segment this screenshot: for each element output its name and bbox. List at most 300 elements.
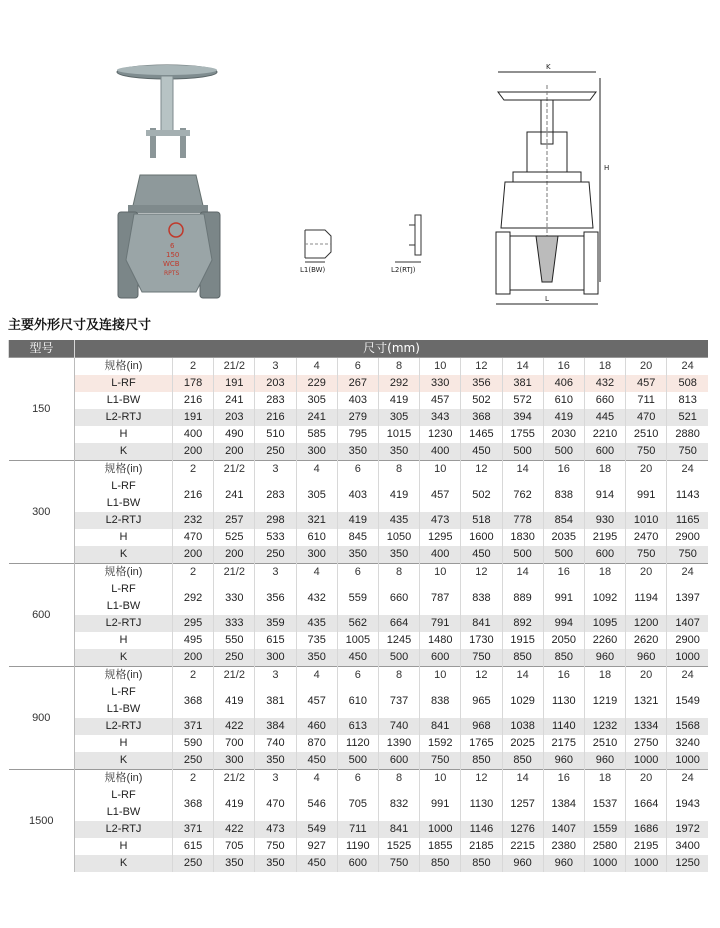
table-cell: 615: [255, 632, 296, 649]
table-cell: 750: [626, 546, 667, 564]
table-cell: 394: [502, 409, 543, 426]
table-cell: 14: [502, 358, 543, 376]
class-cell: 600: [9, 564, 75, 667]
table-cell: 450: [296, 855, 337, 872]
table-cell: 298: [255, 512, 296, 529]
table-cell: 1038: [502, 718, 543, 735]
table-cell: 778: [502, 512, 543, 529]
table-cell: 24: [667, 770, 708, 788]
table-cell: 1165: [667, 512, 708, 529]
table-cell: 12: [461, 461, 502, 479]
table-cell: 457: [420, 478, 461, 512]
table-row: [9, 787, 709, 804]
table-cell: 419: [378, 478, 419, 512]
table-cell: 350: [296, 649, 337, 667]
row-label: 规格(in): [75, 770, 173, 788]
table-cell: 2210: [584, 426, 625, 443]
table-cell: 435: [378, 512, 419, 529]
table-cell: 660: [584, 392, 625, 409]
table-cell: 191: [214, 375, 255, 392]
table-cell: 295: [173, 615, 214, 632]
table-body: [9, 358, 709, 873]
table-cell: 250: [255, 546, 296, 564]
table-row: [9, 821, 709, 838]
table-cell: 1257: [502, 787, 543, 821]
table-cell: 559: [337, 581, 378, 615]
table-cell: 330: [214, 581, 255, 615]
table-cell: 1592: [420, 735, 461, 752]
table-cell: 422: [214, 821, 255, 838]
row-label: H: [75, 735, 173, 752]
table-cell: 2: [173, 461, 214, 479]
table-cell: 1015: [378, 426, 419, 443]
table-cell: 2185: [461, 838, 502, 855]
table-cell: 1029: [502, 684, 543, 718]
table-cell: 2580: [584, 838, 625, 855]
table-cell: 18: [584, 564, 625, 582]
header-dimensions: 尺寸(mm): [75, 340, 709, 358]
table-row: [9, 461, 709, 479]
table-cell: 24: [667, 358, 708, 376]
table-cell: 12: [461, 770, 502, 788]
table-cell: 850: [502, 752, 543, 770]
table-row: [9, 564, 709, 582]
table-cell: 283: [255, 392, 296, 409]
table-cell: 960: [543, 752, 584, 770]
table-cell: 200: [173, 546, 214, 564]
table-cell: 381: [502, 375, 543, 392]
table-cell: 24: [667, 564, 708, 582]
table-cell: 18: [584, 667, 625, 685]
table-cell: 500: [378, 649, 419, 667]
table-cell: 8: [378, 358, 419, 376]
table-cell: 1390: [378, 735, 419, 752]
table-cell: 216: [255, 409, 296, 426]
marking-size: 6: [170, 242, 175, 250]
table-cell: 1000: [667, 649, 708, 667]
table-cell: 2025: [502, 735, 543, 752]
row-label: L2-RTJ: [75, 718, 173, 735]
table-cell: 960: [584, 649, 625, 667]
table-cell: 1230: [420, 426, 461, 443]
table-cell: 705: [214, 838, 255, 855]
table-cell: 422: [214, 718, 255, 735]
table-cell: 590: [173, 735, 214, 752]
table-cell: 991: [420, 787, 461, 821]
section-title: 主要外形尺寸及连接尺寸: [8, 318, 152, 333]
table-cell: 960: [543, 855, 584, 872]
table-cell: 20: [626, 667, 667, 685]
table-cell: 21/2: [214, 770, 255, 788]
table-cell: 14: [502, 564, 543, 582]
row-label: K: [75, 546, 173, 564]
table-row: [9, 615, 709, 632]
table-cell: 21/2: [214, 461, 255, 479]
table-cell: 600: [584, 546, 625, 564]
table-cell: 12: [461, 564, 502, 582]
table-cell: 1000: [626, 855, 667, 872]
table-cell: 457: [420, 392, 461, 409]
table-cell: 813: [667, 392, 708, 409]
table-cell: 850: [461, 752, 502, 770]
table-cell: 750: [626, 443, 667, 461]
table-cell: 994: [543, 615, 584, 632]
table-cell: 1190: [337, 838, 378, 855]
table-cell: 257: [214, 512, 255, 529]
table-cell: 1855: [420, 838, 461, 855]
valve-photo: [117, 65, 220, 298]
row-label: K: [75, 752, 173, 770]
table-cell: 914: [584, 478, 625, 512]
table-cell: 965: [461, 684, 502, 718]
table-cell: 6: [337, 461, 378, 479]
table-cell: 854: [543, 512, 584, 529]
table-row: [9, 667, 709, 685]
table-cell: 930: [584, 512, 625, 529]
table-cell: 2: [173, 770, 214, 788]
table-header-row: [9, 340, 709, 358]
table-row: [9, 392, 709, 409]
table-cell: 1559: [584, 821, 625, 838]
table-cell: 250: [255, 443, 296, 461]
table-cell: 321: [296, 512, 337, 529]
table-cell: 1092: [584, 581, 625, 615]
table-cell: 368: [173, 787, 214, 821]
table-cell: 350: [255, 752, 296, 770]
table-cell: 2215: [502, 838, 543, 855]
table-cell: 200: [214, 546, 255, 564]
table-cell: 419: [543, 409, 584, 426]
table-cell: 4: [296, 564, 337, 582]
table-cell: 960: [626, 649, 667, 667]
row-label: H: [75, 632, 173, 649]
table-row: [9, 358, 709, 376]
table-cell: 8: [378, 461, 419, 479]
table-cell: 838: [543, 478, 584, 512]
valve-drawings: [0, 0, 720, 312]
table-cell: 432: [584, 375, 625, 392]
table-cell: 889: [502, 581, 543, 615]
table-cell: 1568: [667, 718, 708, 735]
table-cell: 457: [626, 375, 667, 392]
table-cell: 1140: [543, 718, 584, 735]
row-label: H: [75, 838, 173, 855]
table-cell: 2: [173, 358, 214, 376]
table-cell: 572: [502, 392, 543, 409]
row-label: 规格(in): [75, 461, 173, 479]
table-cell: 21/2: [214, 564, 255, 582]
table-cell: 2: [173, 667, 214, 685]
table-cell: 960: [584, 752, 625, 770]
row-label: 规格(in): [75, 564, 173, 582]
table-cell: 700: [214, 735, 255, 752]
table-cell: 3240: [667, 735, 708, 752]
table-cell: 841: [461, 615, 502, 632]
table-row: [9, 512, 709, 529]
table-cell: 457: [296, 684, 337, 718]
dimension-table: [8, 340, 708, 872]
table-cell: 356: [461, 375, 502, 392]
table-cell: 1664: [626, 787, 667, 821]
row-label: H: [75, 529, 173, 546]
table-cell: 2030: [543, 426, 584, 443]
table-cell: 203: [255, 375, 296, 392]
table-cell: 250: [173, 855, 214, 872]
table-cell: 20: [626, 564, 667, 582]
table-cell: 2380: [543, 838, 584, 855]
table-cell: 359: [255, 615, 296, 632]
table-cell: 750: [667, 546, 708, 564]
rtj-end-sketch: [391, 215, 421, 274]
rtj-label: L2(RTJ): [391, 266, 416, 274]
class-cell: 150: [9, 358, 75, 461]
table-cell: 1943: [667, 787, 708, 821]
table-cell: 1537: [584, 787, 625, 821]
table-cell: 1010: [626, 512, 667, 529]
table-cell: 350: [255, 855, 296, 872]
table-cell: 16: [543, 461, 584, 479]
table-cell: 200: [173, 443, 214, 461]
table-cell: 14: [502, 461, 543, 479]
table-cell: 10: [420, 461, 461, 479]
table-cell: 549: [296, 821, 337, 838]
table-cell: 241: [214, 478, 255, 512]
table-cell: 1686: [626, 821, 667, 838]
row-label: 规格(in): [75, 358, 173, 376]
table-cell: 2050: [543, 632, 584, 649]
table-cell: 495: [173, 632, 214, 649]
table-cell: 3400: [667, 838, 708, 855]
table-row: [9, 838, 709, 855]
header-class: 型号: [9, 340, 75, 358]
table-cell: 10: [420, 358, 461, 376]
table-cell: 241: [214, 392, 255, 409]
table-cell: 200: [173, 649, 214, 667]
table-cell: 850: [420, 855, 461, 872]
table-cell: 1245: [378, 632, 419, 649]
row-label: L2-RTJ: [75, 615, 173, 632]
table-cell: 18: [584, 461, 625, 479]
table-row: [9, 478, 709, 495]
table-cell: 216: [173, 478, 214, 512]
table-cell: 350: [337, 443, 378, 461]
table-cell: 350: [378, 546, 419, 564]
table-cell: 16: [543, 770, 584, 788]
marking-material: WCB: [163, 260, 180, 268]
table-cell: 300: [214, 752, 255, 770]
class-cell: 900: [9, 667, 75, 770]
bw-label: L1(BW): [300, 266, 326, 274]
table-cell: 14: [502, 770, 543, 788]
table-cell: 403: [337, 392, 378, 409]
table-cell: 533: [255, 529, 296, 546]
table-cell: 419: [214, 684, 255, 718]
bw-end-sketch: [300, 230, 331, 274]
table-cell: 350: [378, 443, 419, 461]
table-cell: 305: [378, 409, 419, 426]
table-cell: 664: [378, 615, 419, 632]
table-cell: 24: [667, 461, 708, 479]
table-cell: 1397: [667, 581, 708, 615]
table-cell: 2900: [667, 632, 708, 649]
table-cell: 241: [296, 409, 337, 426]
table-cell: 510: [255, 426, 296, 443]
table-cell: 470: [173, 529, 214, 546]
table-cell: 6: [337, 358, 378, 376]
table-cell: 350: [214, 855, 255, 872]
table-cell: 2035: [543, 529, 584, 546]
dim-h: H: [604, 164, 610, 172]
table-cell: 400: [420, 546, 461, 564]
table-cell: 1143: [667, 478, 708, 512]
section-drawing: [496, 63, 609, 304]
table-cell: 191: [173, 409, 214, 426]
table-cell: 1050: [378, 529, 419, 546]
table-cell: 333: [214, 615, 255, 632]
table-cell: 841: [378, 821, 419, 838]
table-cell: 450: [296, 752, 337, 770]
table-cell: 850: [543, 649, 584, 667]
table-cell: 600: [378, 752, 419, 770]
table-cell: 1730: [461, 632, 502, 649]
table-cell: 521: [667, 409, 708, 426]
table-row: [9, 718, 709, 735]
table-cell: 832: [378, 787, 419, 821]
table-cell: 740: [378, 718, 419, 735]
table-cell: 10: [420, 667, 461, 685]
table-cell: 610: [337, 684, 378, 718]
table-cell: 16: [543, 667, 584, 685]
table-cell: 2175: [543, 735, 584, 752]
table-cell: 500: [502, 546, 543, 564]
table-cell: 419: [337, 512, 378, 529]
row-label: L-RF: [75, 684, 173, 701]
table-cell: 1095: [584, 615, 625, 632]
table-cell: 927: [296, 838, 337, 855]
table-cell: 991: [543, 581, 584, 615]
table-cell: 400: [420, 443, 461, 461]
table-cell: 10: [420, 564, 461, 582]
table-cell: 1321: [626, 684, 667, 718]
table-cell: 20: [626, 770, 667, 788]
table-cell: 292: [378, 375, 419, 392]
table-cell: 711: [626, 392, 667, 409]
table-cell: 1194: [626, 581, 667, 615]
table-cell: 1549: [667, 684, 708, 718]
table-cell: 292: [173, 581, 214, 615]
table-cell: 450: [461, 443, 502, 461]
table-cell: 10: [420, 770, 461, 788]
table-cell: 1765: [461, 735, 502, 752]
table-cell: 968: [461, 718, 502, 735]
table-cell: 384: [255, 718, 296, 735]
table-cell: 2195: [626, 838, 667, 855]
table-cell: 250: [214, 649, 255, 667]
row-label: L2-RTJ: [75, 821, 173, 838]
table-cell: 445: [584, 409, 625, 426]
table-cell: 6: [337, 564, 378, 582]
table-cell: 2620: [626, 632, 667, 649]
table-row: [9, 770, 709, 788]
table-cell: 600: [337, 855, 378, 872]
table-cell: 267: [337, 375, 378, 392]
row-label: L1-BW: [75, 598, 173, 615]
table-cell: 381: [255, 684, 296, 718]
table-cell: 2750: [626, 735, 667, 752]
table-cell: 368: [461, 409, 502, 426]
table-cell: 24: [667, 667, 708, 685]
table-cell: 500: [502, 443, 543, 461]
table-cell: 550: [214, 632, 255, 649]
table-cell: 1276: [502, 821, 543, 838]
table-cell: 356: [255, 581, 296, 615]
table-cell: 279: [337, 409, 378, 426]
table-cell: 4: [296, 461, 337, 479]
table-row: [9, 855, 709, 872]
table-cell: 615: [173, 838, 214, 855]
table-row: [9, 409, 709, 426]
table-cell: 2470: [626, 529, 667, 546]
table-cell: 3: [255, 564, 296, 582]
dim-k: K: [546, 63, 551, 71]
row-label: K: [75, 649, 173, 667]
table-cell: 1130: [543, 684, 584, 718]
table-cell: 368: [173, 684, 214, 718]
table-cell: 1000: [584, 855, 625, 872]
table-cell: 371: [173, 718, 214, 735]
table-cell: 20: [626, 461, 667, 479]
table-cell: 1525: [378, 838, 419, 855]
table-cell: 21/2: [214, 667, 255, 685]
table-cell: 419: [214, 787, 255, 821]
table-cell: 1830: [502, 529, 543, 546]
dim-l: L: [545, 295, 549, 303]
row-label: H: [75, 426, 173, 443]
table-cell: 585: [296, 426, 337, 443]
table-cell: 232: [173, 512, 214, 529]
table-cell: 21/2: [214, 358, 255, 376]
table-row: [9, 752, 709, 770]
table-cell: 660: [378, 581, 419, 615]
table-cell: 4: [296, 667, 337, 685]
table-cell: 216: [173, 392, 214, 409]
table-cell: 838: [461, 581, 502, 615]
table-row: [9, 632, 709, 649]
table-cell: 16: [543, 564, 584, 582]
table-cell: 20: [626, 358, 667, 376]
table-cell: 1465: [461, 426, 502, 443]
table-cell: 750: [667, 443, 708, 461]
table-cell: 473: [420, 512, 461, 529]
table-cell: 490: [214, 426, 255, 443]
table-cell: 4: [296, 770, 337, 788]
table-cell: 1407: [543, 821, 584, 838]
table-cell: 330: [420, 375, 461, 392]
row-label: L1-BW: [75, 701, 173, 718]
table-cell: 371: [173, 821, 214, 838]
table-cell: 705: [337, 787, 378, 821]
table-cell: 1200: [626, 615, 667, 632]
table-row: [9, 649, 709, 667]
table-cell: 2510: [626, 426, 667, 443]
table-cell: 795: [337, 426, 378, 443]
table-cell: 2: [173, 564, 214, 582]
marking-class: 150: [166, 251, 180, 259]
table-cell: 14: [502, 667, 543, 685]
table-cell: 518: [461, 512, 502, 529]
table-cell: 610: [543, 392, 584, 409]
table-cell: 600: [584, 443, 625, 461]
